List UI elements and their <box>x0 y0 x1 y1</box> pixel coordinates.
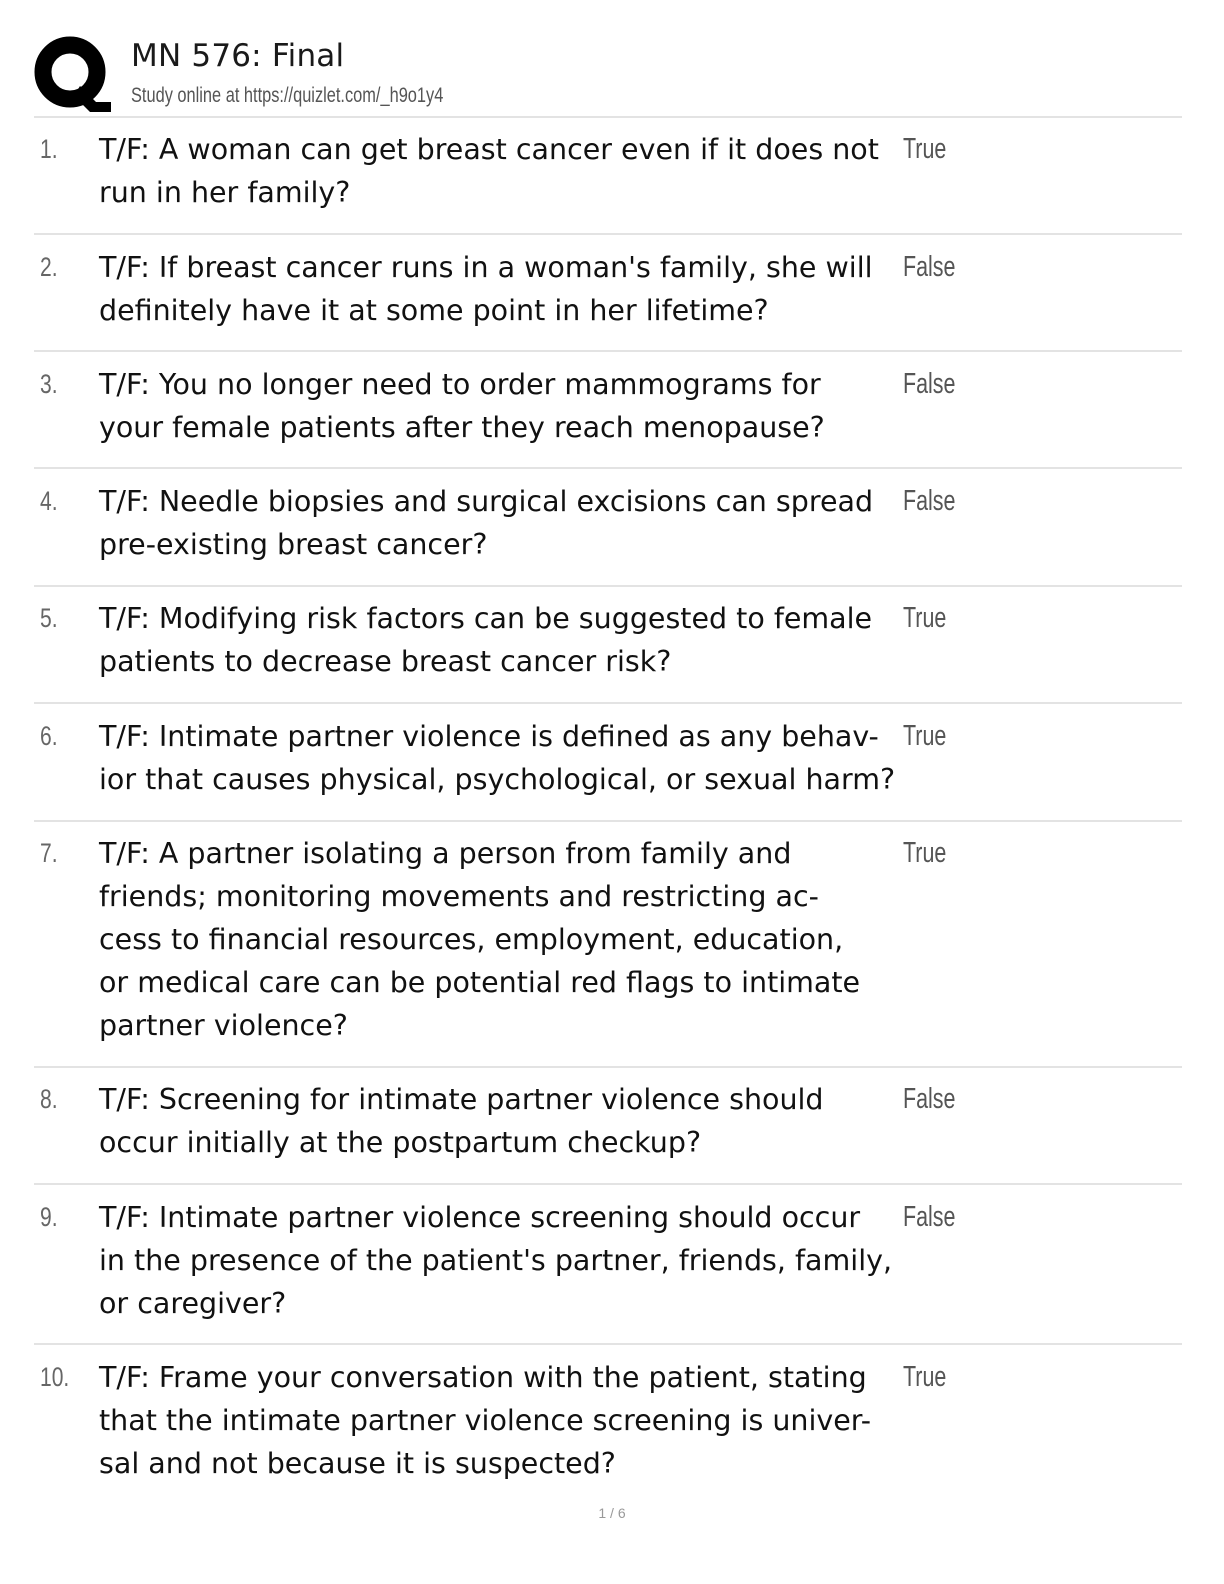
page-number: 1 / 6 <box>598 1505 626 1521</box>
question-line: T/F: Frame your conversation with the patient, stating <box>99 1361 867 1394</box>
item-number: 10. <box>40 1362 70 1392</box>
question-line: T/F: Intimate partner violence screening should occur <box>99 1201 861 1234</box>
question-line: T/F: Modifying risk factors can be suggested to female <box>99 602 873 635</box>
question-text <box>99 128 899 214</box>
question-line: T/F: A woman can get breast cancer even if it does not <box>99 133 879 166</box>
question-text <box>99 1078 899 1164</box>
question-text <box>99 1196 899 1325</box>
question-line: run in her family? <box>99 176 351 209</box>
question-line: partner violence? <box>99 1009 348 1042</box>
page-title: MN 576: Final <box>131 38 345 74</box>
item-number: 1. <box>40 134 58 164</box>
question-line: or medical care can be potential red flags to intimate <box>99 966 861 999</box>
question-text <box>99 246 899 332</box>
answer-text: False <box>903 485 956 517</box>
page-header <box>34 34 1182 116</box>
answer-text: True <box>903 837 947 869</box>
divider <box>34 233 1182 235</box>
question-text <box>99 363 899 449</box>
question-text <box>99 832 899 1047</box>
divider <box>34 350 1182 352</box>
answer-text: False <box>903 1083 956 1115</box>
divider <box>34 116 1182 118</box>
divider <box>34 702 1182 704</box>
question-line: sal and not because it is suspected? <box>99 1447 616 1480</box>
question-line: T/F: If breast cancer runs in a woman's family, she will <box>99 251 873 284</box>
item-number: 4. <box>40 486 58 516</box>
question-text <box>99 715 899 801</box>
quizlet-logo <box>34 34 112 112</box>
item-number: 7. <box>40 838 58 868</box>
divider <box>34 467 1182 469</box>
question-line: friends; monitoring movements and restricting ac- <box>99 880 819 913</box>
answer-text: True <box>903 602 947 634</box>
answer-text: True <box>903 1361 947 1393</box>
question-line: pre-existing breast cancer? <box>99 528 488 561</box>
question-line: in the presence of the patient's partner, friends, family, <box>99 1244 893 1277</box>
question-line: T/F: Needle biopsies and surgical excisions can spread <box>99 485 874 518</box>
item-number: 9. <box>40 1202 58 1232</box>
question-line: your female patients after they reach menopause? <box>99 411 825 444</box>
divider <box>34 1343 1182 1345</box>
question-line: T/F: You no longer need to order mammograms for <box>99 368 821 401</box>
divider <box>34 1183 1182 1185</box>
item-number: 2. <box>40 252 58 282</box>
item-number: 3. <box>40 369 58 399</box>
divider <box>34 1066 1182 1068</box>
question-text <box>99 597 899 683</box>
question-line: or caregiver? <box>99 1287 287 1320</box>
question-line: T/F: Screening for intimate partner violence should <box>99 1083 824 1116</box>
question-line: definitely have it at some point in her lifetime? <box>99 294 769 327</box>
question-line: that the intimate partner violence screening is univer- <box>99 1404 871 1437</box>
question-text <box>99 480 899 566</box>
item-number: 5. <box>40 603 58 633</box>
question-line: T/F: A partner isolating a person from family and <box>99 837 792 870</box>
answer-text: False <box>903 251 956 283</box>
divider <box>34 585 1182 587</box>
question-line: T/F: Intimate partner violence is defined as any behav- <box>99 720 879 753</box>
answer-text: False <box>903 368 956 400</box>
divider <box>34 820 1182 822</box>
study-online-link-text: Study online at https://quizlet.com/_h9o1y4 <box>131 84 444 107</box>
question-line: occur initially at the postpartum checkup? <box>99 1126 702 1159</box>
item-number: 6. <box>40 721 58 751</box>
item-number: 8. <box>40 1084 58 1114</box>
question-line: patients to decrease breast cancer risk? <box>99 645 672 678</box>
question-line: cess to financial resources, employment, education, <box>99 923 844 956</box>
answer-text: True <box>903 133 947 165</box>
answer-text: False <box>903 1201 956 1233</box>
question-text <box>99 1356 899 1485</box>
question-line: ior that causes physical, psychological, or sexual harm? <box>99 763 896 796</box>
answer-text: True <box>903 720 947 752</box>
